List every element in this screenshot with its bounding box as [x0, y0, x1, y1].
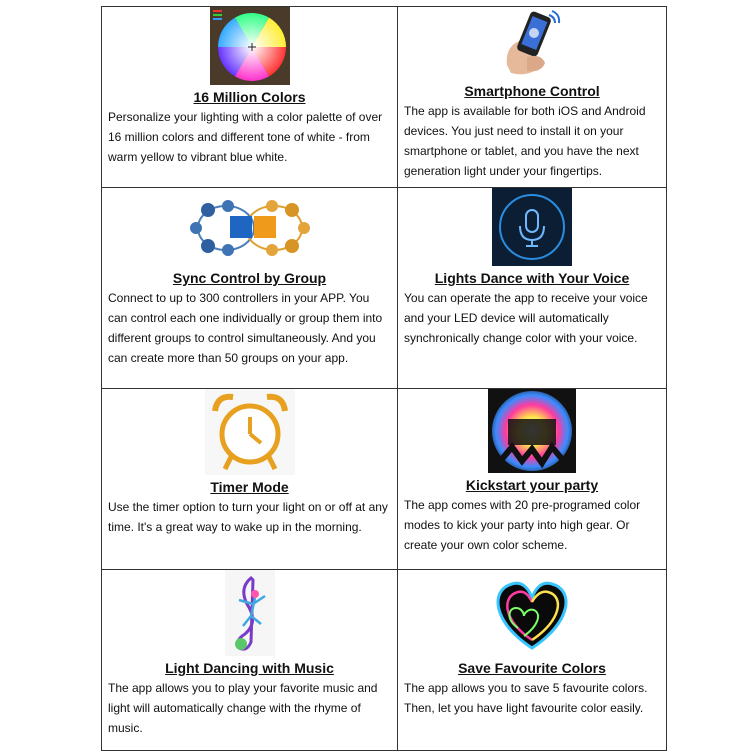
- feature-cell: [102, 570, 398, 751]
- table-row: [102, 188, 667, 389]
- feature-title: Sync Control by Group: [172, 270, 327, 286]
- table-row: [102, 7, 667, 188]
- feature-description: Use the timer option to turn your light on or off at any time. It's a great way to wake up in the morning.: [108, 500, 388, 534]
- features-table: [101, 6, 667, 751]
- feature-title: Light Dancing with Music: [165, 660, 334, 676]
- group-network-icon: [184, 188, 316, 266]
- feature-description: Personalize your lighting with a color palette of over 16 million colors and different tone of white - from warm yellow to vibrant blue white.: [108, 110, 383, 164]
- feature-cell: [102, 389, 398, 570]
- feature-cell: [398, 188, 667, 389]
- feature-cell: [398, 570, 667, 751]
- party-burst-icon: [488, 389, 576, 473]
- microphone-icon: [492, 188, 572, 266]
- feature-cell: [102, 188, 398, 389]
- feature-title: Lights Dance with Your Voice: [434, 270, 630, 286]
- table-row: [102, 570, 667, 751]
- feature-title: Kickstart your party: [465, 477, 599, 493]
- feature-description: The app comes with 20 pre-programed color modes to kick your party into high gear. Or create your own color scheme.: [404, 498, 641, 552]
- table-row: [102, 389, 667, 570]
- feature-title: Smartphone Control: [464, 83, 600, 99]
- feature-description: The app allows you to save 5 favourite colors. Then, let you have light favourite color easily.: [404, 681, 648, 715]
- feature-description: Connect to up to 300 controllers in your APP. You can control each one individually or group them into different groups to control simultaneously. And you can create more than 50 groups on your app.: [108, 291, 383, 365]
- feature-cell: [398, 389, 667, 570]
- feature-description: You can operate the app to receive your voice and your LED device will automatically synchronically change color with your voice.: [404, 291, 648, 345]
- feature-cell: [398, 7, 667, 188]
- feature-title: Save Favourite Colors: [458, 660, 606, 676]
- neon-hearts-icon: [484, 570, 580, 656]
- feature-description: The app is available for both iOS and Android devices. You just need to install it on your smartphone or tablet, and you have the next generation light under your fingertips.: [404, 104, 646, 178]
- alarm-clock-icon: [205, 389, 295, 475]
- smartphone-hand-icon: [497, 7, 567, 79]
- music-dancer-icon: [225, 570, 275, 656]
- feature-description: The app allows you to play your favorite music and light will automatically change with the rhyme of music.: [108, 681, 378, 735]
- feature-title: 16 Million Colors: [193, 89, 306, 105]
- feature-title: Timer Mode: [210, 479, 289, 495]
- feature-cell: [102, 7, 398, 188]
- color-wheel-icon: [210, 7, 290, 85]
